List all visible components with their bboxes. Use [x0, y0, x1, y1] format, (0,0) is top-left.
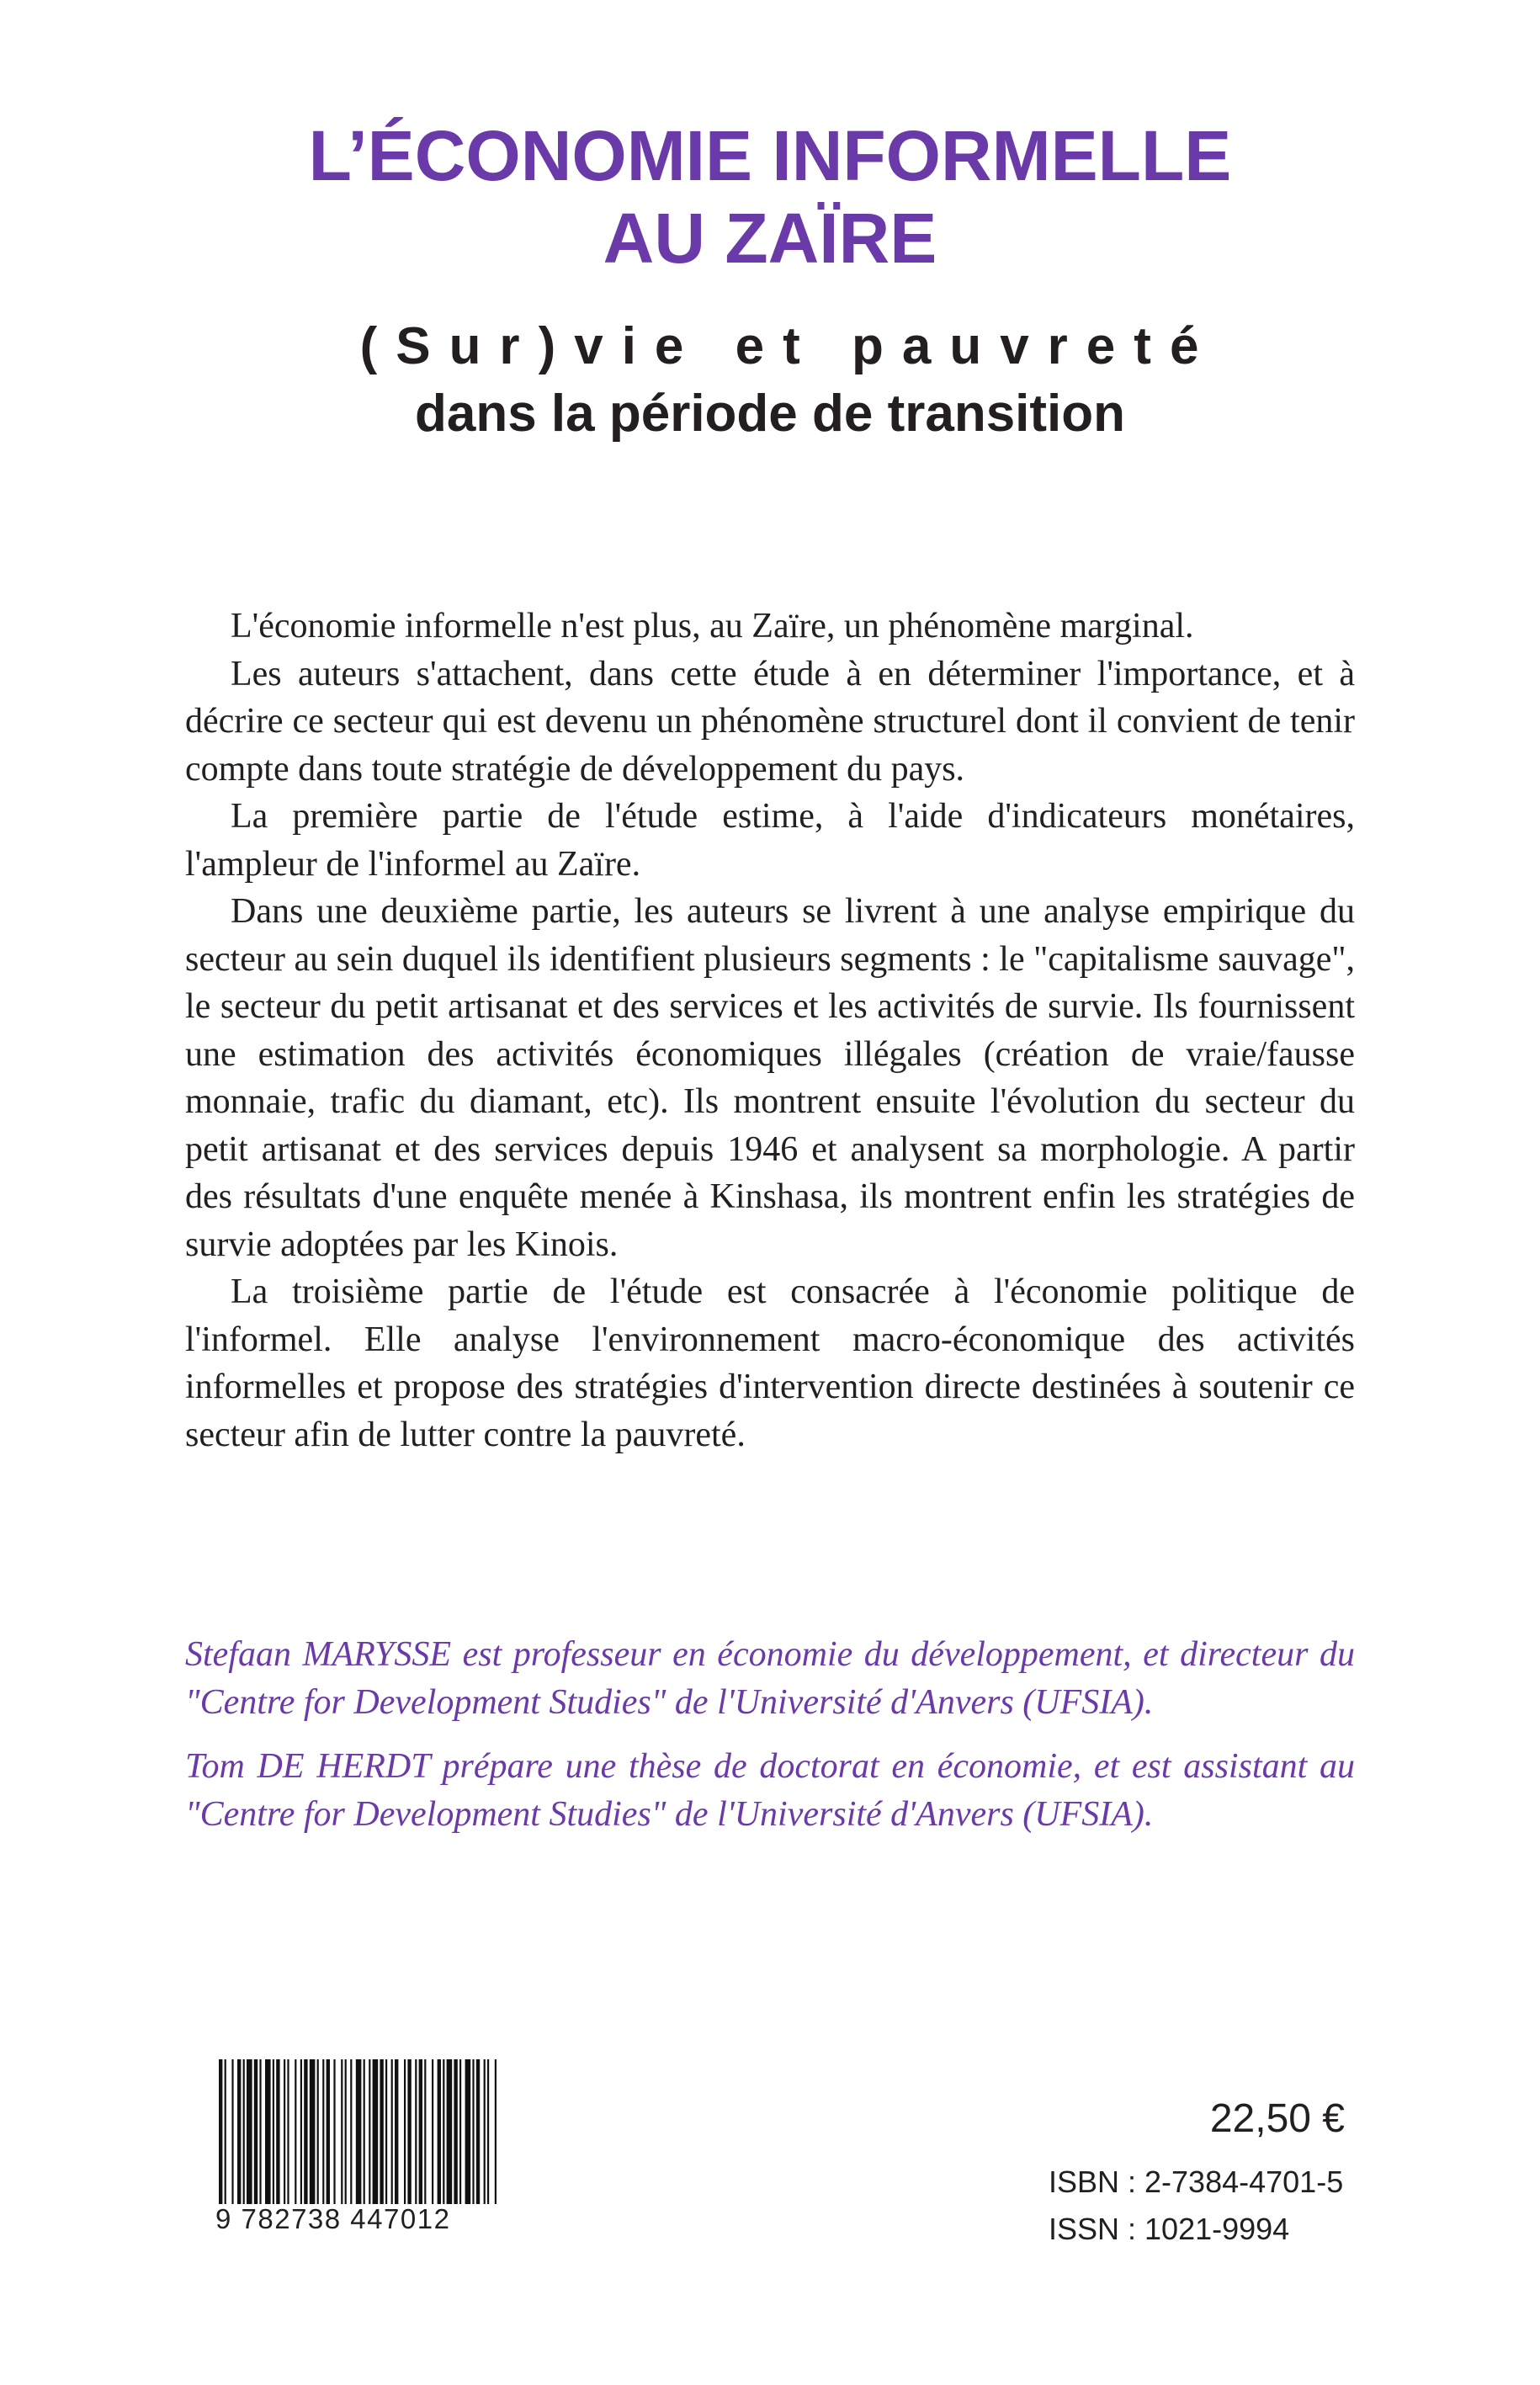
barcode-bar [295, 2059, 296, 2204]
barcode-bar [404, 2059, 406, 2204]
barcode-bar [310, 2059, 316, 2204]
barcode-bar [465, 2059, 471, 2204]
barcode-bar [287, 2059, 289, 2204]
barcode-bar [495, 2059, 497, 2204]
barcode-bar [333, 2059, 335, 2204]
barcode-bar [304, 2059, 307, 2204]
author-bios [185, 1631, 1355, 1855]
book-title-line1: L’ÉCONOMIE INFORMELLE [308, 116, 1232, 195]
price: 22,50 € [1209, 2096, 1345, 2141]
book-title-line2: AU ZAÏRE [603, 199, 937, 278]
barcode-bar [407, 2059, 411, 2204]
barcode-bar [243, 2059, 245, 2204]
barcode-bar [259, 2059, 261, 2204]
barcode-bar [284, 2059, 285, 2204]
barcode-bar [476, 2059, 480, 2204]
barcode [215, 2059, 502, 2207]
barcode-bar [231, 2059, 233, 2204]
summary-paragraph: La première partie de l'étude estime, à l'aide d'indicateurs monétaires, l'ampleur de l'informel au Zaïre. [185, 797, 1355, 884]
summary-paragraph: La troisième partie de l'étude est consacrée à l'économie politique de l'informel. Elle analyse l'environnement macro-économique des activités informelles et propose des stratégies d'intervention directe destinées à soutenir ce secteur afin de lutter contre la pauvreté. [185, 1272, 1355, 1454]
barcode-bar [276, 2059, 279, 2204]
barcode-bar [265, 2059, 271, 2204]
barcode-bar [327, 2059, 330, 2204]
barcode-digits: 9 782738 447012 [215, 2203, 451, 2234]
summary-paragraph: Les auteurs s'attachent, dans cette étude à en déterminer l'importance, et à décrire ce secteur qui est devenu un phénomène structurel dont il convient de tenir compte dans toute stratégie de développement du pays. [185, 654, 1355, 789]
barcode-bar [364, 2059, 365, 2204]
barcode-bar [391, 2059, 393, 2204]
barcode-bar [447, 2059, 453, 2204]
barcode-bar [419, 2059, 422, 2204]
barcode-bar [345, 2059, 347, 2204]
barcode-bar [395, 2059, 398, 2204]
barcode-bar [356, 2059, 362, 2204]
barcode-bar [385, 2059, 387, 2204]
barcode-bar [300, 2059, 302, 2204]
barcode-bar [341, 2059, 343, 2204]
barcode-bar [380, 2059, 383, 2204]
barcode-bar [350, 2059, 352, 2204]
summary-paragraph: Dans une deuxième partie, les auteurs se livrent à une analyse empirique du secteur au sein duquel ils identifient plusieurs segments : le "capitalisme sauvage", le secteur du petit artisanat et des services et les activités de survie. Ils fournissent une estimation des activités économiques illégales (création de vraie/fausse monnaie, trafic du diamant, etc). Ils montrent ensuite l'évolution du secteur du petit artisanat et des services depuis 1946 et analysent sa morphologie. A partir des résultats d'une enquête menée à Kinshasa, ils montrent enfin les stratégies de survie adoptées par les Kinois. [185, 892, 1355, 1264]
barcode-bar [415, 2059, 417, 2204]
isbn: ISBN : 2-7384-4701-5 [1049, 2165, 1344, 2199]
barcode-bar [369, 2059, 370, 2204]
barcode-bar [454, 2059, 457, 2204]
barcode-bars [215, 2059, 502, 2207]
barcode-bar [424, 2059, 426, 2204]
book-subtitle-line2: dans la période de transition [414, 385, 1126, 443]
barcode-bar [273, 2059, 274, 2204]
barcode-bar [438, 2059, 441, 2204]
barcode-bar [254, 2059, 258, 2204]
barcode-bar [459, 2059, 461, 2204]
barcode-bar [373, 2059, 379, 2204]
barcode-bar [484, 2059, 486, 2204]
barcode-bar [443, 2059, 444, 2204]
barcode-bar [432, 2059, 433, 2204]
barcode-bar [487, 2059, 489, 2204]
barcode-bar [247, 2059, 252, 2204]
barcode-bar [225, 2059, 226, 2204]
author-bio-marysse: Stefaan MARYSSE est professeur en économie du développement, et directeur du "Centre for Development Studies" de l'Université d'Anvers (UFSIA). [185, 1635, 1355, 1722]
barcode-bar [219, 2059, 222, 2204]
author-bio-de-herdt: Tom DE HERDT prépare une thèse de doctorat en économie, et est assistant au "Centre for Development Studies" de l'Université d'Anvers (UFSIA). [185, 1747, 1355, 1834]
book-subtitle-line1: (Sur)vie et pauvreté [359, 317, 1218, 375]
barcode-bar [317, 2059, 319, 2204]
summary-paragraph: L'économie informelle n'est plus, au Zaïre, un phénomène marginal. [231, 607, 1194, 645]
barcode-bar [237, 2059, 241, 2204]
summary-text [185, 603, 1355, 1458]
barcode-bar [472, 2059, 474, 2204]
issn: ISSN : 1021-9994 [1049, 2212, 1290, 2246]
barcode-bar [322, 2059, 324, 2204]
